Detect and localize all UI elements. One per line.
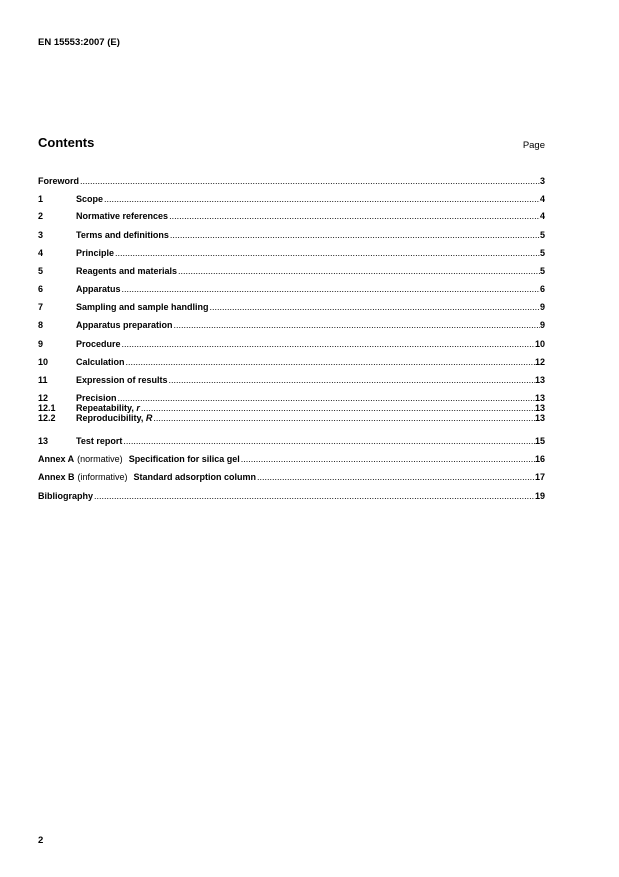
dot-leader — [178, 266, 540, 277]
toc-entry-normative-references[interactable] — [38, 211, 545, 222]
toc-page-number: 13 — [534, 393, 545, 403]
toc-page-number: 13 — [534, 375, 545, 385]
toc-number: 2 — [38, 211, 44, 221]
toc-number: 4 — [38, 248, 44, 258]
toc-entry-bibliography[interactable] — [38, 491, 545, 502]
toc-title: Normative references — [76, 211, 169, 221]
toc-title: Repeatability, — [76, 403, 134, 413]
toc-page-number: 12 — [534, 357, 545, 367]
toc-page-number: 5 — [539, 266, 545, 276]
dot-leader — [94, 491, 535, 502]
toc-page-number: 5 — [539, 230, 545, 240]
toc-entry-sampling[interactable] — [38, 302, 545, 313]
document-identifier: EN 15553:2007 (E) — [38, 37, 120, 48]
toc-title: Calculation — [76, 357, 125, 367]
dot-leader — [115, 248, 540, 259]
toc-entry-scope[interactable] — [38, 194, 545, 205]
toc-title: Test report — [76, 436, 123, 446]
dot-leader — [104, 194, 540, 205]
dot-leader — [123, 436, 535, 447]
toc-page-number: 3 — [539, 176, 545, 186]
toc-number: 12.2 — [38, 413, 56, 423]
dot-leader — [241, 454, 535, 465]
toc-page-number: 15 — [534, 436, 545, 446]
toc-number: 13 — [38, 436, 49, 446]
toc-page-number: 19 — [534, 491, 545, 501]
toc-number: 12.1 — [38, 403, 56, 413]
toc-title: Terms and definitions — [76, 230, 169, 240]
toc-entry-reproducibility[interactable] — [38, 413, 545, 424]
toc-title: Sampling and sample handling — [76, 302, 209, 312]
toc-title-symbol: R — [145, 413, 153, 423]
toc-number: 11 — [38, 375, 48, 385]
page-column-label: Page — [522, 140, 545, 151]
page-title: Contents — [38, 135, 95, 150]
dot-leader — [169, 375, 535, 386]
toc-entry-terms-and-definitions[interactable] — [38, 230, 545, 241]
toc-page-number: 17 — [534, 472, 545, 482]
toc-number: 12 — [38, 393, 49, 403]
dot-leader — [126, 357, 535, 368]
toc-page-number: 13 — [534, 403, 545, 413]
toc-entry-annex-a[interactable] — [38, 454, 545, 465]
toc-number: 7 — [38, 302, 44, 312]
toc-page-number: 5 — [539, 248, 545, 258]
annex-qualifier: (normative) — [77, 454, 123, 464]
toc-title: Specification for silica gel — [128, 454, 240, 464]
footer-page-number: 2 — [38, 835, 44, 846]
toc-title-symbol: r — [136, 403, 140, 413]
toc-page-number: 9 — [539, 320, 545, 330]
toc-number: 1 — [38, 194, 44, 204]
toc-entry-reagents-and-materials[interactable] — [38, 266, 545, 277]
dot-leader — [153, 413, 535, 424]
dot-leader — [174, 320, 540, 331]
toc-entry-principle[interactable] — [38, 248, 545, 259]
toc-title: Reproducibility, — [76, 413, 144, 423]
toc-page-number: 4 — [539, 194, 545, 204]
toc-entry-apparatus[interactable] — [38, 284, 545, 295]
toc-page-number: 10 — [534, 339, 545, 349]
toc-entry-annex-b[interactable] — [38, 472, 545, 483]
toc-entry-calculation[interactable] — [38, 357, 545, 368]
annex-label: Annex B — [38, 472, 75, 482]
toc-number: 6 — [38, 284, 44, 294]
toc-page-number: 13 — [534, 413, 545, 423]
toc-page-number: 16 — [534, 454, 545, 464]
toc-entry-expression-of-results[interactable] — [38, 375, 545, 386]
toc-page-number: 4 — [539, 211, 545, 221]
toc-title: Reagents and materials — [76, 266, 178, 276]
dot-leader — [169, 211, 540, 222]
annex-label: Annex A — [38, 454, 75, 464]
dot-leader — [122, 284, 540, 295]
toc-title: Procedure — [76, 339, 121, 349]
dot-leader — [257, 472, 535, 483]
dot-leader — [80, 176, 540, 187]
toc-title: Standard adsorption column — [133, 472, 257, 482]
toc-title: Bibliography — [38, 491, 94, 501]
toc-number: 5 — [38, 266, 44, 276]
toc-title: Scope — [76, 194, 104, 204]
toc-number: 9 — [38, 339, 44, 349]
toc-entry-apparatus-preparation[interactable] — [38, 320, 545, 331]
toc-number: 8 — [38, 320, 44, 330]
toc-page-number: 6 — [539, 284, 545, 294]
toc-title: Foreword — [38, 176, 80, 186]
toc-title: Principle — [76, 248, 115, 258]
toc-number: 3 — [38, 230, 44, 240]
dot-leader — [170, 230, 540, 241]
toc-title: Expression of results — [76, 375, 168, 385]
dot-leader — [210, 302, 540, 313]
toc-entry-test-report[interactable] — [38, 436, 545, 447]
toc-page-number: 9 — [539, 302, 545, 312]
toc-title: Precision — [76, 393, 117, 403]
dot-leader — [122, 339, 535, 350]
toc-entry-foreword[interactable] — [38, 176, 545, 187]
annex-qualifier: (informative) — [77, 472, 128, 482]
toc-entry-procedure[interactable] — [38, 339, 545, 350]
toc-number: 10 — [38, 357, 49, 367]
toc-title: Apparatus preparation — [76, 320, 173, 330]
toc-title: Apparatus — [76, 284, 121, 294]
